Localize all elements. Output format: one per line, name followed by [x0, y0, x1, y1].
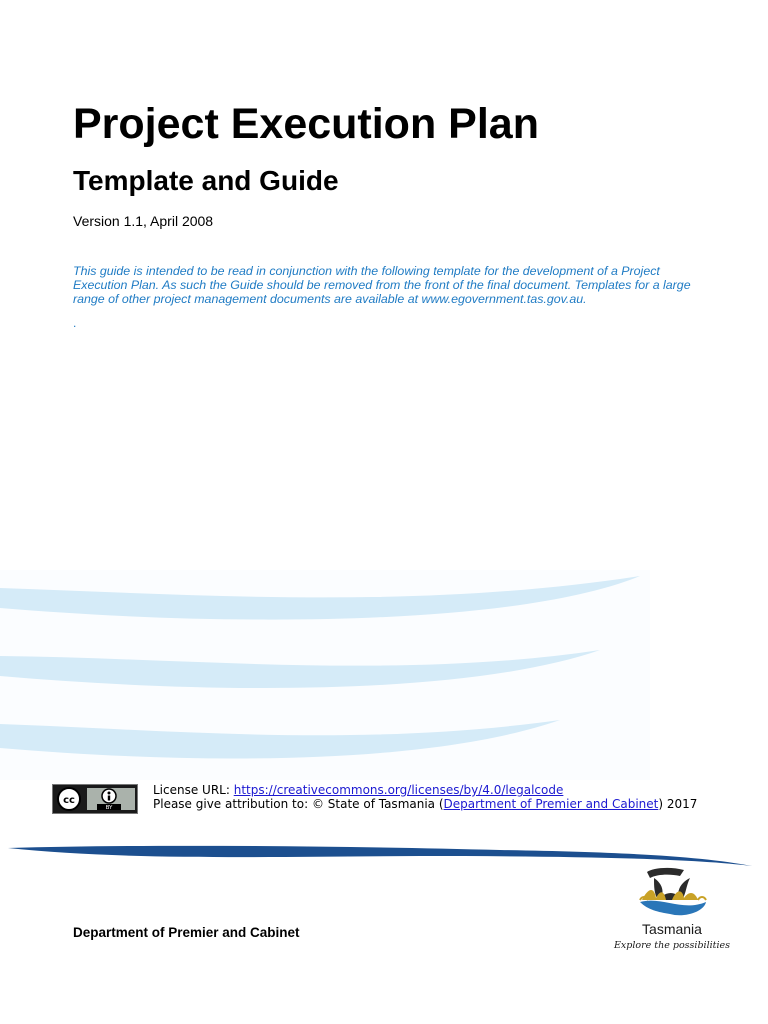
attribution-suffix: ) 2017: [658, 797, 698, 811]
document-subtitle: Template and Guide: [73, 165, 339, 196]
version-line: Version 1.1, April 2008: [73, 213, 214, 229]
creative-commons-icon: [58, 788, 80, 810]
license-url-label: License URL:: [153, 783, 234, 797]
department-name: Department of Premier and Cabinet: [73, 925, 300, 940]
logo-wordmark: Tasmania: [642, 921, 702, 937]
guide-trailing-dot: .: [73, 316, 77, 330]
attribution-line: [153, 797, 697, 811]
cc-by-license-badge: [52, 784, 138, 814]
license-url-line: [153, 783, 697, 797]
license-url-link[interactable]: https://creativecommons.org/licenses/by/4.0/legalcode: [233, 783, 564, 797]
guide-note: This guide is intended to be read in conjunction with the following template for the development of a Project Execution Plan. As such the Guide should be removed from the front of the final document. Templates for a large range of other project management documents are available at www.egovernment.tas.gov.au.: [73, 264, 691, 307]
document-title: Project Execution Plan: [73, 100, 539, 148]
tasmania-logo: [612, 862, 732, 954]
license-block: [153, 783, 697, 811]
attribution-link[interactable]: Department of Premier and Cabinet: [443, 797, 659, 811]
logo-tagline: Explore the possibilities: [613, 940, 731, 951]
attribution-person-icon: [102, 789, 116, 803]
badge-by-text: BY: [105, 805, 113, 812]
thylacine-emblem-icon: [640, 868, 706, 915]
svg-text:cc: cc: [63, 795, 75, 806]
attribution-prefix: Please give attribution to: © State of Tasmania (: [153, 797, 444, 811]
decorative-waves: [0, 570, 650, 780]
